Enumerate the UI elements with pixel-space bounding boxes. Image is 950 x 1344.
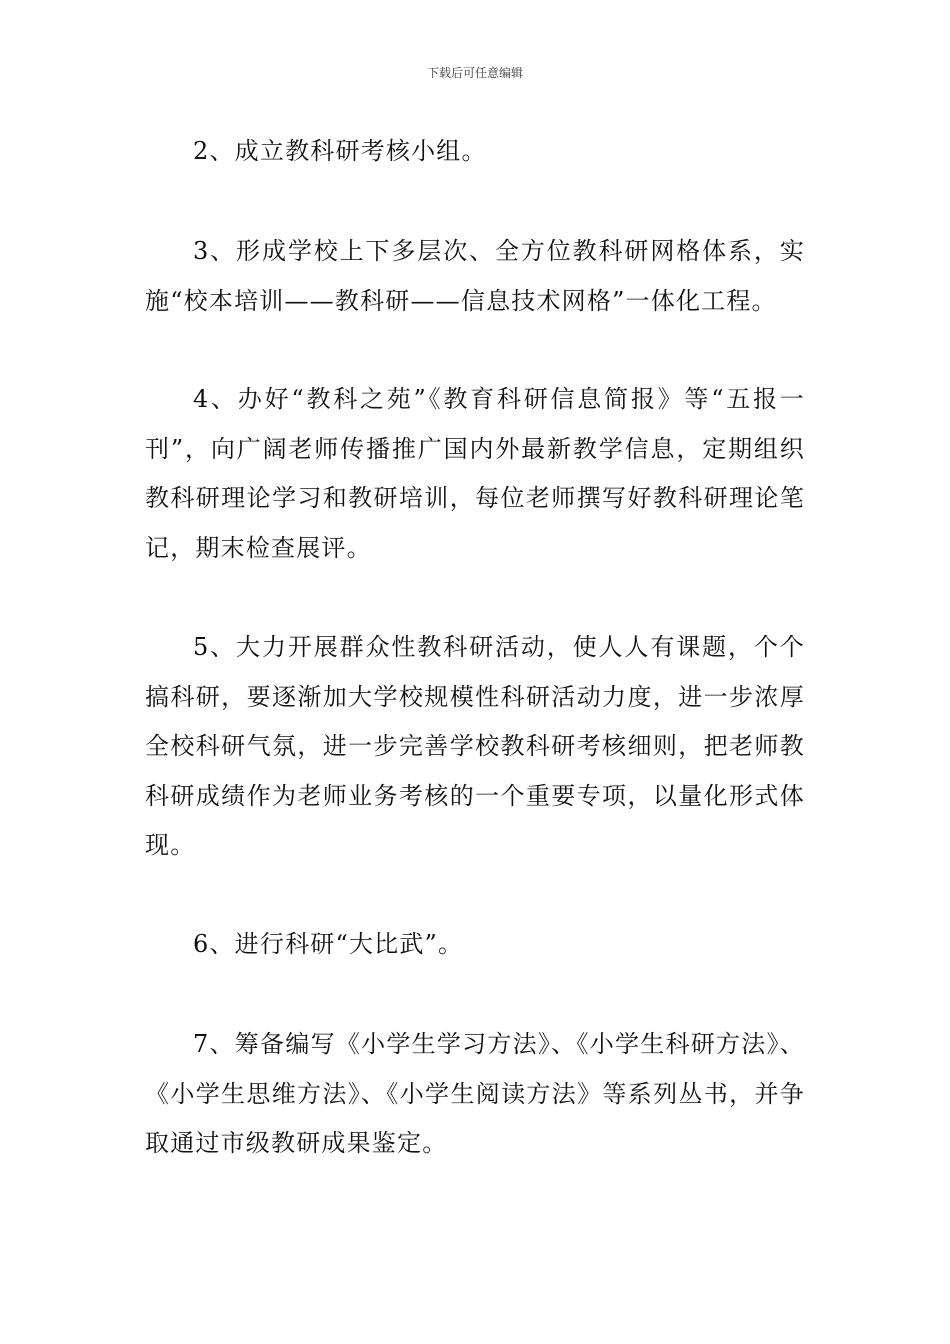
- paragraph-item-7: 7、筹备编写《小学生学习方法》、《小学生科研方法》、《小学生思维方法》、《小学生阅读方法》等系列丛书，并争取通过市级教研成果鉴定。: [145, 1030, 805, 1158]
- page-header-note: 下载后可任意编辑: [426, 66, 523, 80]
- paragraph-item-6: 6、进行科研“大比武”。: [193, 930, 464, 958]
- paragraph-item-2: 2、成立教科研考核小组。: [193, 137, 487, 165]
- paragraph-item-3: 3、形成学校上下多层次、全方位教科研网格体系，实施“校本培训——教科研——信息技术网格”一体化工程。: [145, 237, 805, 315]
- paragraph-item-5: 5、大力开展群众性教科研活动，使人人有课题，个个搞科研，要逐渐加大学校规模性科研活动力度，进一步浓厚全校科研气氛，进一步完善学校教科研考核细则，把老师教科研成绩作为老师业务考核的一个重要专项，以量化形式体现。: [145, 633, 805, 860]
- paragraph-item-4: 4、办好“教科之苑”《教育科研信息简报》等“五报一刊”，向广阔老师传播推广国内外最新教学信息，定期组织教科研理论学习和教研培训，每位老师撰写好教科研理论笔记，期末检查展评。: [145, 385, 805, 562]
